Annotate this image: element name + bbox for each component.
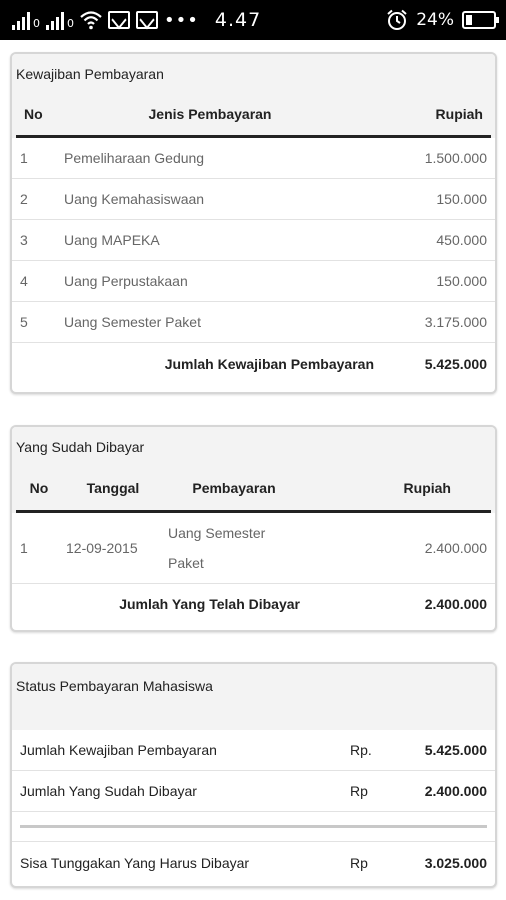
mail-icon [108, 11, 130, 29]
total-row [12, 584, 495, 624]
total-value: 2.400.000 [424, 596, 487, 612]
header-pembayaran: Pembayaran [192, 479, 276, 496]
more-notifications-icon: ••• [164, 9, 199, 31]
table-row: 5 Uang Semester Paket 3.175.000 [12, 302, 495, 343]
table-row: 2 Uang Kemahasiswaan 150.000 [12, 179, 495, 220]
table-row: 4 Uang Perpustakaan 150.000 [12, 261, 495, 302]
battery-percentage: 24% [416, 10, 454, 30]
panel-title: Yang Sudah Dibayar [16, 439, 145, 455]
table-header [16, 465, 491, 513]
kewajiban-panel [10, 52, 497, 394]
total-value: 5.425.000 [424, 355, 487, 372]
kewajiban-table-body [12, 138, 495, 384]
status-bar [0, 0, 506, 40]
header-no: No [29, 479, 49, 496]
table-row: 1 Pemeliharaan Gedung 1.500.000 [12, 138, 495, 179]
divider [12, 812, 495, 842]
dibayar-panel [10, 425, 497, 632]
status-row: Jumlah Yang Sudah Dibayar Rp 2.400.000 [12, 771, 495, 812]
battery-icon [462, 11, 496, 29]
header-rupiah: Rupiah [435, 105, 483, 122]
total-label: Jumlah Yang Telah Dibayar [119, 596, 300, 612]
table-row: 1 12-09-2015 Uang Semester Paket 2.400.000 [12, 513, 495, 584]
total-row [12, 343, 495, 384]
signal-icon: 0 [46, 10, 74, 30]
header-jenis: Jenis Pembayaran [148, 105, 272, 122]
remaining-label: Sisa Tunggakan Yang Harus Dibayar [20, 854, 250, 871]
status-row: Jumlah Kewajiban Pembayaran Rp. 5.425.000 [12, 730, 495, 771]
dibayar-table-body [12, 513, 495, 624]
clock-time: 4.47 [214, 9, 262, 31]
panel-title: Status Pembayaran Mahasiswa [16, 678, 213, 694]
remaining-value: 3.025.000 [424, 854, 487, 871]
total-label: Jumlah Kewajiban Pembayaran [164, 355, 374, 372]
panel-title: Kewajiban Pembayaran [16, 66, 164, 82]
mail-icon [136, 11, 158, 29]
table-row: 3 Uang MAPEKA 450.000 [12, 220, 495, 261]
wifi-icon [80, 10, 102, 30]
status-table-body [12, 730, 495, 883]
header-tanggal: Tanggal [86, 479, 140, 496]
table-header [16, 92, 491, 138]
header-rupiah: Rupiah [403, 479, 451, 496]
remaining-row: Sisa Tunggakan Yang Harus Dibayar Rp 3.025.000 [12, 842, 495, 883]
signal-icon: 0 [12, 10, 40, 30]
header-no: No [24, 105, 43, 122]
status-panel [10, 662, 497, 888]
alarm-icon [386, 9, 408, 31]
